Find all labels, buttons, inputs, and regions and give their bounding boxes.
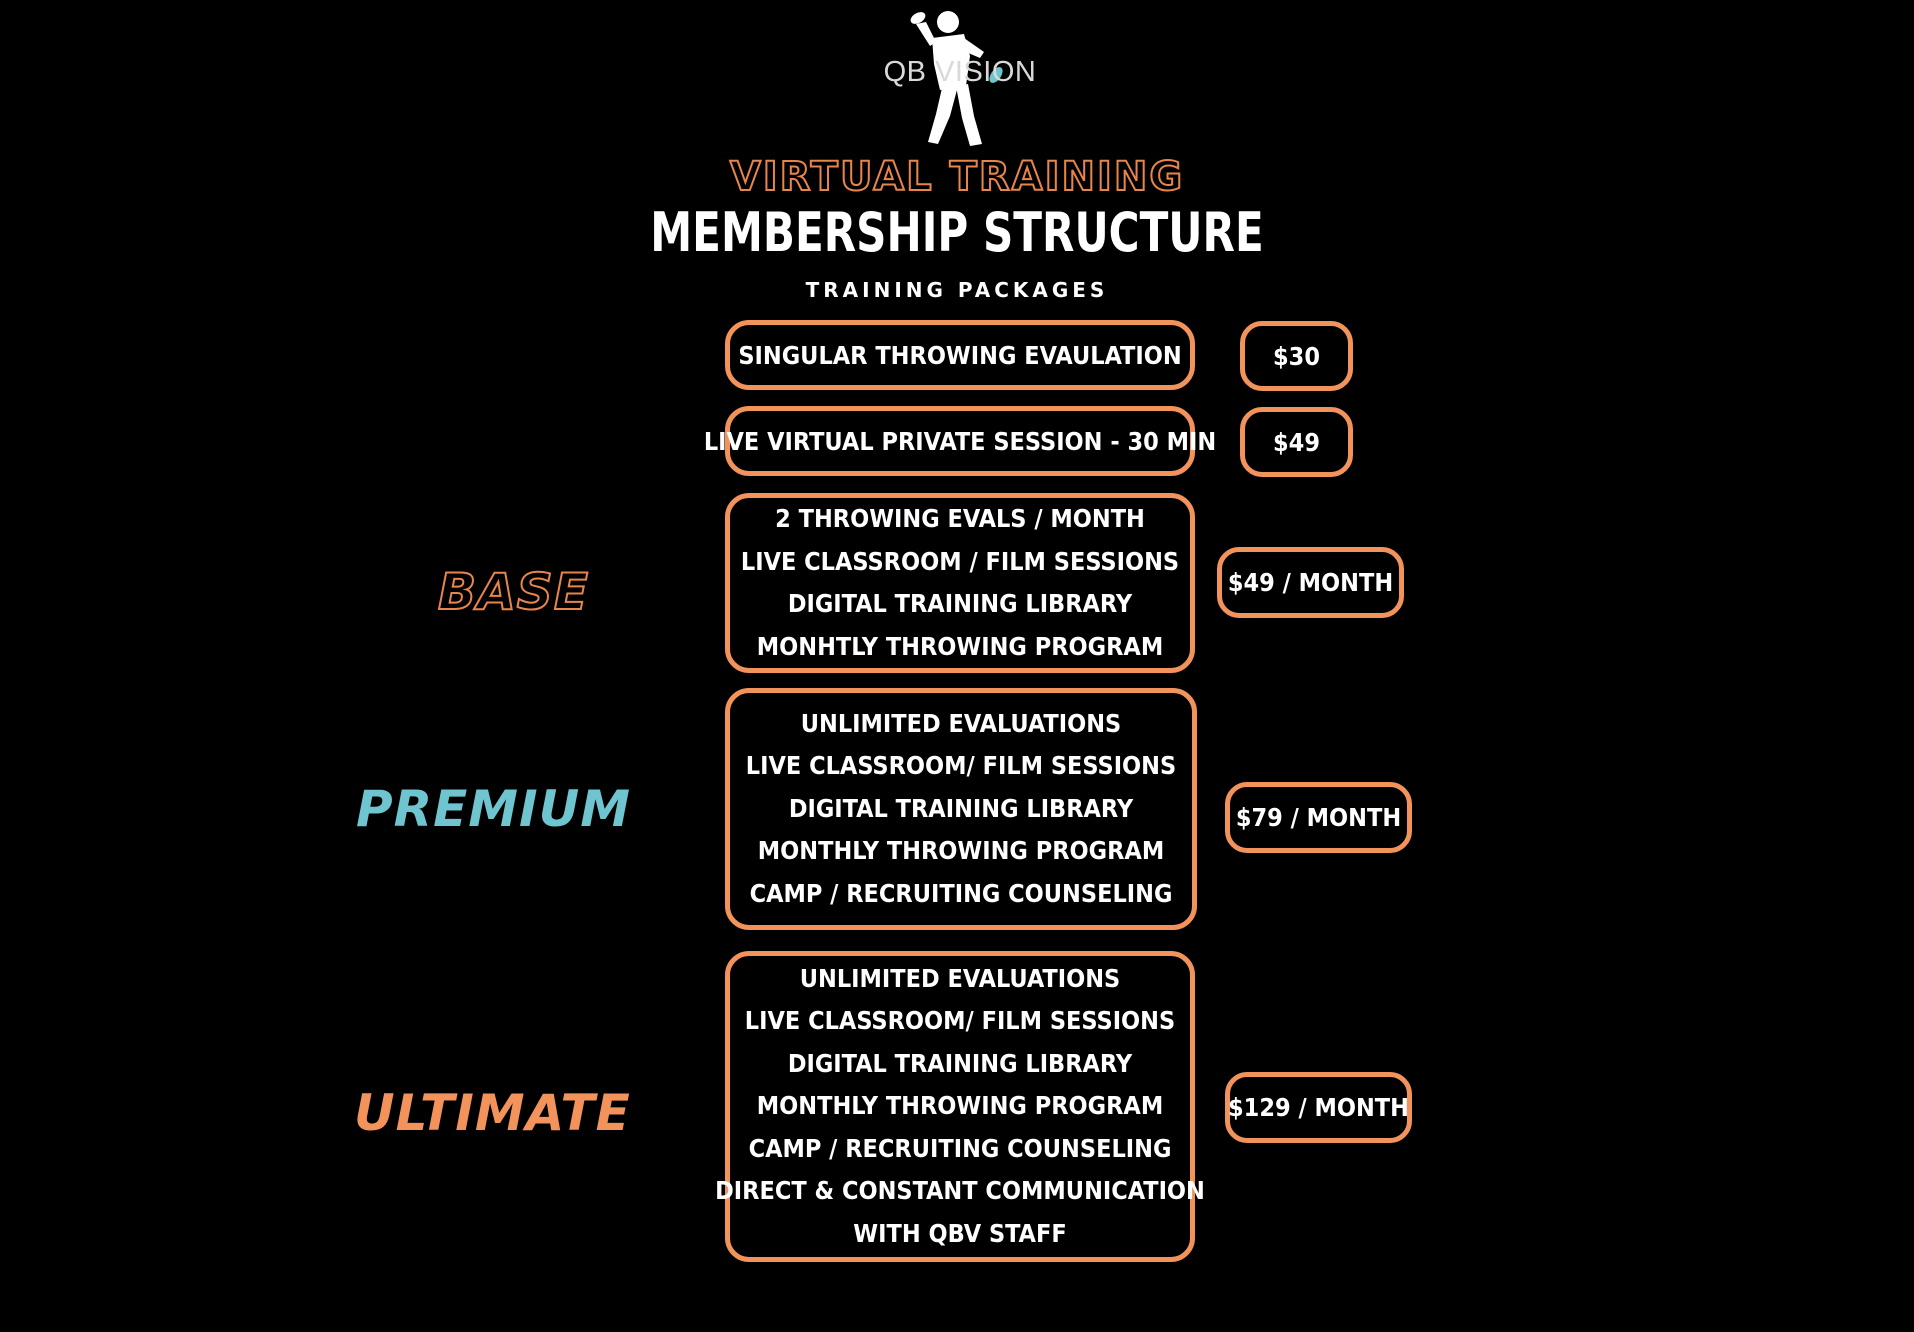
feature-item: MONTHLY THROWING PROGRAM xyxy=(756,1091,1164,1121)
feature-item: LIVE CLASSROOM/ FILM SESSIONS xyxy=(744,1006,1176,1036)
virtual-training-title: VIRTUAL TRAINING xyxy=(729,154,1185,200)
page-title: MEMBERSHIP STRUCTURE xyxy=(650,201,1264,264)
feature-item: DIRECT & CONSTANT COMMUNICATION xyxy=(715,1176,1205,1206)
price-label: $30 xyxy=(1273,341,1320,371)
feature-item: CAMP / RECRUITING COUNSELING xyxy=(749,878,1173,908)
tier-box-premium xyxy=(725,688,1197,930)
feature-item: CAMP / RECRUITING COUNSELING xyxy=(748,1133,1172,1163)
feature-item: WITH QBV STAFF xyxy=(853,1218,1067,1248)
tier-label-premium: PREMIUM xyxy=(356,780,632,838)
price-badge-private-session xyxy=(1240,407,1353,477)
package-box-singular-evaluation xyxy=(725,320,1195,390)
package-box-private-session xyxy=(703,406,1217,476)
tier-label-ultimate: ULTIMATE xyxy=(354,1084,631,1142)
tier-box-base xyxy=(725,493,1195,673)
qb-vision-logo xyxy=(870,4,1040,154)
price-badge-ultimate xyxy=(1225,1072,1412,1143)
feature-item: MONHTLY THROWING PROGRAM xyxy=(756,631,1164,661)
price-label: $49 xyxy=(1273,427,1320,457)
feature-item: MONTHLY THROWING PROGRAM xyxy=(757,836,1165,866)
feature-item: DIGITAL TRAINING LIBRARY xyxy=(787,1048,1133,1078)
price-label: $79 / MONTH xyxy=(1235,803,1402,832)
feature-item: UNLIMITED EVALUATIONS xyxy=(799,963,1121,993)
price-badge-base xyxy=(1217,547,1404,618)
package-label: SINGULAR THROWING EVAULATION xyxy=(738,340,1182,370)
tier-label-base: BASE xyxy=(438,563,589,621)
price-badge-singular-evaluation xyxy=(1240,321,1353,391)
tier-box-ultimate xyxy=(715,951,1205,1262)
price-label: $49 / MONTH xyxy=(1227,568,1394,597)
feature-item: 2 THROWING EVALS / MONTH xyxy=(775,504,1145,533)
feature-item: UNLIMITED EVALUATIONS xyxy=(800,708,1122,738)
logo-text: QB VISION xyxy=(883,56,1037,88)
package-label: LIVE VIRTUAL PRIVATE SESSION - 30 MIN xyxy=(703,426,1217,456)
feature-item: LIVE CLASSROOM / FILM SESSIONS xyxy=(740,546,1180,576)
section-subtitle: TRAINING PACKAGES xyxy=(805,278,1109,302)
price-label: $129 / MONTH xyxy=(1228,1093,1409,1122)
feature-item: DIGITAL TRAINING LIBRARY xyxy=(787,589,1133,618)
feature-item: DIGITAL TRAINING LIBRARY xyxy=(788,793,1134,823)
feature-item: LIVE CLASSROOM/ FILM SESSIONS xyxy=(745,751,1177,781)
price-badge-premium xyxy=(1225,782,1412,853)
